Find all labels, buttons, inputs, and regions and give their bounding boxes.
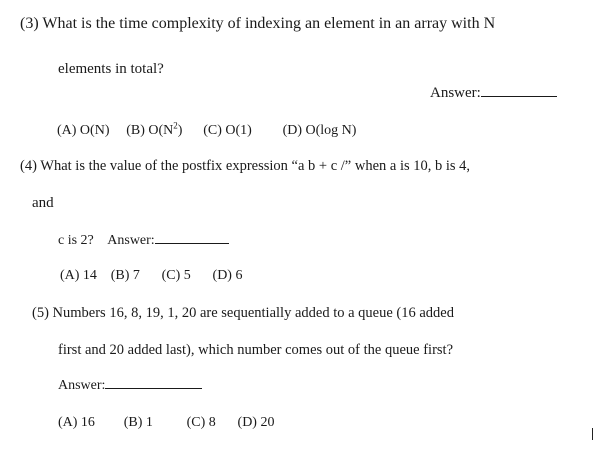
q4-text-line1: (4) What is the value of the postfix expression “a b + c /” when a is 10, b is 4, [20, 158, 471, 174]
q4-option-b: (B) 7 [110, 268, 140, 283]
q4-options [60, 266, 242, 285]
q3-answer-label: Answer: [430, 85, 481, 101]
q5-options [58, 413, 274, 432]
q5-answer-blank[interactable] [105, 376, 202, 389]
q5-text-line2: first and 20 added last), which number comes out of the queue first? [58, 342, 454, 358]
q4-answer-line [58, 231, 229, 250]
q3-options [57, 121, 356, 140]
q5-answer [58, 376, 202, 395]
q4-answer-label: Answer: [107, 233, 155, 248]
q3-answer [430, 84, 557, 102]
q4-option-c: (C) 5 [161, 268, 191, 283]
q3-option-a: (A) O(N) [57, 123, 110, 138]
q3-option-b: (B) $O(N^2)$ [126, 120, 183, 138]
q5-option-c: (C) 8 [186, 415, 216, 430]
q3-option-c: (C) O(1) [203, 123, 252, 138]
q4-text-line3: c is 2? [58, 233, 94, 248]
q4-answer-blank[interactable] [155, 231, 229, 244]
q3-text-line2: elements in total? [58, 61, 164, 77]
q5-option-d: (D) 20 [237, 415, 275, 430]
text-cursor-icon [592, 428, 593, 440]
q5-option-a: (A) 16 [58, 415, 95, 430]
q5-text-line1: (5) Numbers 16, 8, 19, 1, 20 are sequentially added to a queue (16 added [32, 305, 454, 321]
q3-answer-blank[interactable] [481, 84, 557, 97]
q5-answer-label: Answer: [58, 378, 106, 393]
q3-text-line1: (3) What is the time complexity of indexing an element in an array with N [20, 15, 496, 32]
q3-option-d: (D) O(log N) [282, 123, 357, 138]
q4-option-d: (D) 6 [212, 268, 243, 283]
q4-option-a: (A) 14 [60, 268, 97, 283]
q5-option-b: (B) 1 [123, 415, 153, 430]
q4-text-line2: and [32, 195, 54, 211]
